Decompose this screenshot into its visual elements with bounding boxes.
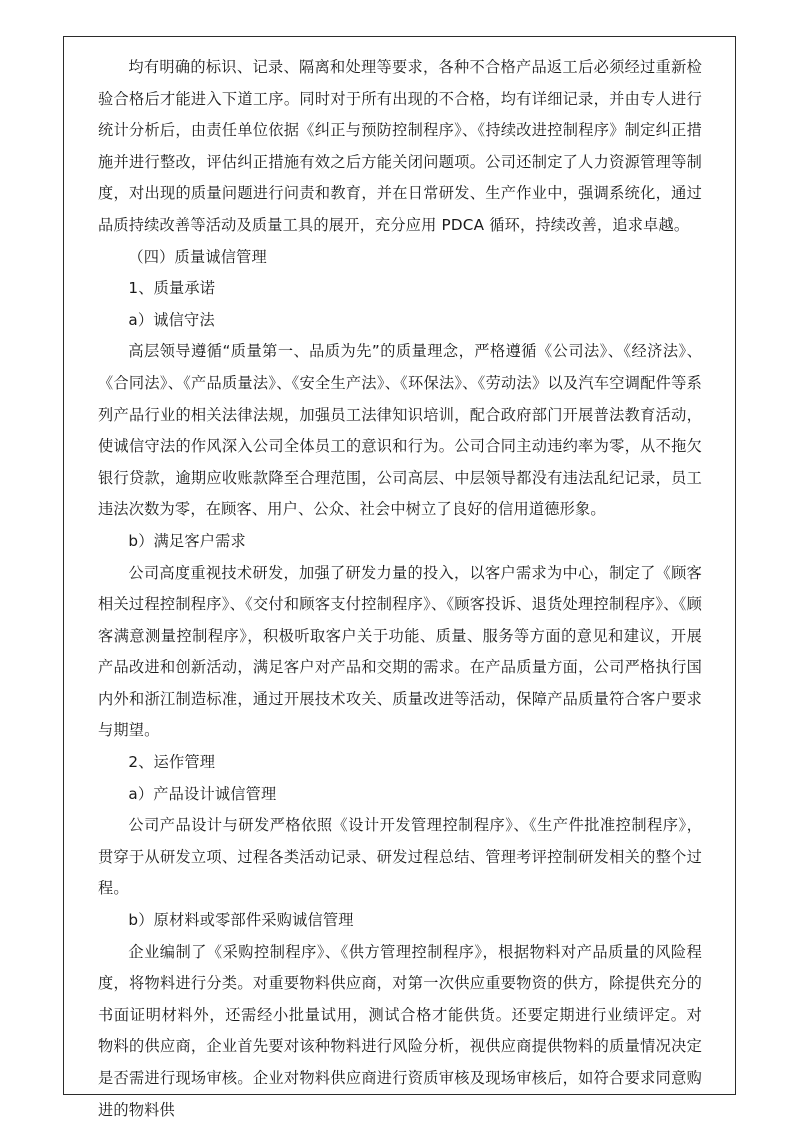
paragraph-10: 公司产品设计与研发严格依照《设计开发管理控制程序》、《生产件批准控制程序》，贯穿于从研发立项、过程各类活动记录、研发过程总结、管理考评控制研发相关的整个过程。 bbox=[98, 816, 702, 898]
paragraph-5: 高层领导遵循“质量第一、品质为先”的质量理念，严格遵循《公司法》、《经济法》、《合同法》、《产品质量法》、《安全生产法》、《环保法》、《劳动法》以及汽车空调配件等系列产品行业的相关法律法规，加强员工法律知识培训，配合政府部门开展普法教育活动，使诚信守法的作风深入公司全体员工的意识和行为。公司合同主动违约率为零，从不拖欠银行贷款，逾期应收账款降至合理范围，公司高层、中层领导都没有违法乱纪记录，员工违法次数为零，在顾客、用户、公众、社会中树立了良好的信用道德形象。 bbox=[98, 342, 702, 519]
paragraph-12: 企业编制了《采购控制程序》、《供方管理控制程序》，根据物料对产品质量的风险程度，将物料进行分类。对重要物料供应商，对第一次供应重要物资的供方，除提供充分的书面证明材料外，还需经小批量试用，测试合格才能供货。还要定期进行业绩评定。对 物料的供应商，企业首先要对该种物料进行风险分析，视供应商提供物料的质量情况决定是否需进行现场审核。企业对物料供应商进行资质审核及现场审核后，如符合要求同意购进的物料供 bbox=[98, 942, 702, 1119]
heading-operation-management: 2、运作管理 bbox=[128, 753, 216, 772]
heading-raw-material-procurement-integrity: b）原材料或零部件采购诚信管理 bbox=[128, 911, 354, 930]
heading-product-design-integrity: a）产品设计诚信管理 bbox=[128, 784, 277, 803]
heading-quality-integrity-management: （四）质量诚信管理 bbox=[128, 247, 267, 266]
paragraph-7: 公司高度重视技术研发，加强了研发力量的投入，以客户需求为中心，制定了《顾客相关过程控制程序》、《交付和顾客支付控制程序》、《顾客投诉、退货处理控制程序》、《顾客满意测量控制程序》，积极听取客户关于功能、质量、服务等方面的意见和建议，开展产品改进和创新活动，满足客户对产品和交期的需求。在产品质量方面，公司严格执行国内外和浙江制造标准，通过开展技术攻关、质量改进等活动，保障产品质量符合客户要求与期望。 bbox=[98, 563, 702, 740]
page-content bbox=[98, 52, 702, 1126]
heading-integrity-law-abiding: a）诚信守法 bbox=[128, 310, 215, 329]
heading-quality-commitment: 1、质量承诺 bbox=[128, 279, 216, 298]
heading-meet-customer-needs: b）满足客户需求 bbox=[128, 531, 246, 550]
paragraph-1: 均有明确的标识、记录、隔离和处理等要求，各种不合格产品返工后必须经过重新检验合格后才能进入下道工序。同时对于所有出现的不合格，均有详细记录，并由专人进行统计分析后，由责任单位依据《纠正与预防控制程序》、《持续改进控制程序》制定纠正措施并进行整改，评估纠正措施有效之后方能关闭问题项。公司还制定了人力资源管理等制度，对出现的质量问题进行问责和教育，并在日常研发、生产作业中，强调系统化，通过品质持续改善等活动及质量工具的展开，充分应用 PDCA 循环，持续改善，追求卓越。 bbox=[98, 58, 702, 234]
